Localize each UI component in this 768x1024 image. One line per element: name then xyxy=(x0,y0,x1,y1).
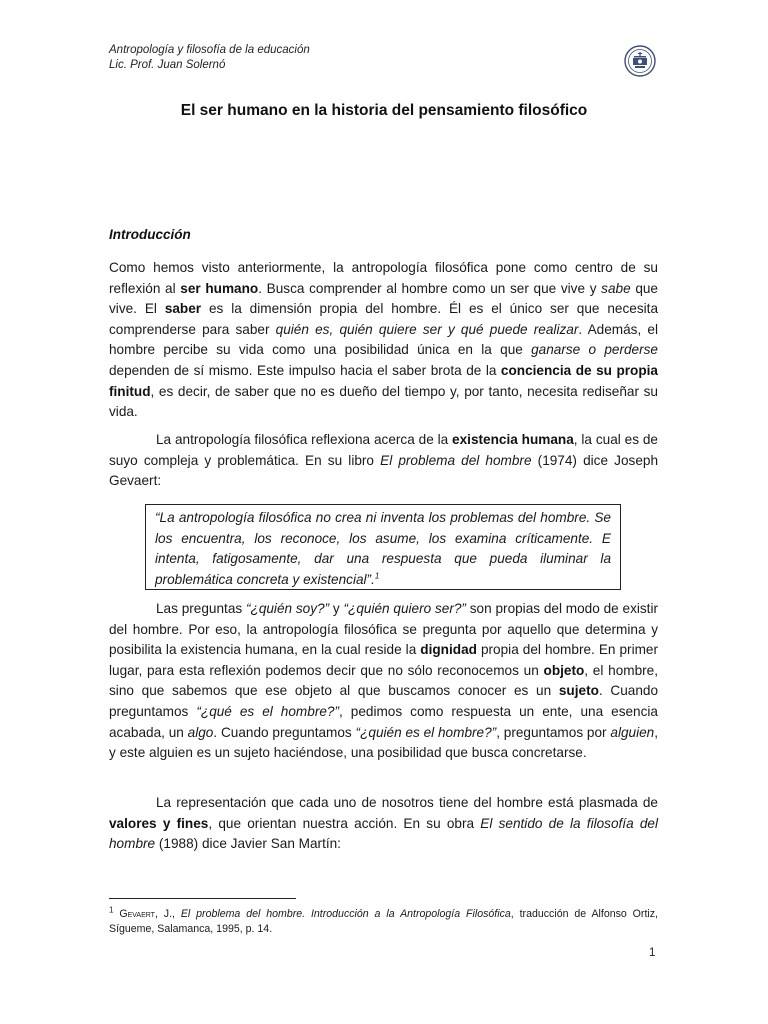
italic-term: alguien xyxy=(610,724,655,740)
text-run: La antropología filosófica reflexiona acerca de la xyxy=(156,432,453,447)
text-run: , el hombre, sino que sabemos que ese objeto al que buscamos conocer es un xyxy=(109,662,658,699)
italic-term: algo xyxy=(187,724,214,740)
bold-term: objeto xyxy=(543,662,585,678)
page-number: 1 xyxy=(649,947,656,959)
running-header xyxy=(109,43,310,73)
italic-term: ganarse o perderse xyxy=(531,342,658,358)
italic-term: “¿quién soy?” xyxy=(245,601,330,616)
text-run: , que orientan nuestra acción. En su obra xyxy=(208,815,481,831)
bold-term: existencia humana xyxy=(452,432,574,447)
document-title: El ser humano en la historia del pensamiento filosófico xyxy=(180,102,588,119)
text-run: Como hemos visto anteriormente, la antropología filosófica pone como centro de su reflexión al xyxy=(109,260,658,296)
text-run: (1974) dice Joseph Gevaert: xyxy=(109,452,658,489)
italic-term: sabe xyxy=(601,280,631,296)
text-run: , es decir, de saber que no es dueño del tiempo y, por tanto, necesita rediseñar su vida. xyxy=(109,383,658,420)
paragraph-introduction xyxy=(109,258,658,423)
text-run: . Cuando preguntamos xyxy=(213,724,356,740)
text-run: , la cual es de suyo compleja y problemática. En su libro xyxy=(109,432,658,468)
bold-term: valores y fines xyxy=(109,815,209,831)
quote-text xyxy=(155,508,611,590)
footnote-reference[interactable]: 1 xyxy=(374,570,380,580)
text-run: y xyxy=(329,601,344,616)
text-run: es la dimensión propia del hombre. Él es el único ser que necesita comprenderse para saber xyxy=(109,301,658,337)
header-course-title: Antropología y filosofía de la educación xyxy=(109,44,310,56)
footnote-divider xyxy=(109,898,296,899)
text-run: , traducción de Alfonso Ortiz, Sígueme, Salamanca, 1995, p. 14. xyxy=(109,908,658,935)
text-run: La representación que cada uno de nosotros tiene del hombre está plasmada de xyxy=(156,795,658,810)
bold-term: conciencia de su propia finitud xyxy=(109,362,658,399)
italic-term: “¿quién quiero ser?” xyxy=(343,601,466,616)
header-author: Lic. Prof. Juan Solernó xyxy=(109,59,226,71)
text-run: . Busca comprender al hombre como un ser que vive y xyxy=(258,280,602,296)
italic-term: “¿quién es el hombre?” xyxy=(355,724,497,740)
section-heading: Introducción xyxy=(109,227,191,242)
bold-term: saber xyxy=(164,301,202,317)
text-run: propia del hombre. En primer lugar, para esta reflexión podemos decir que no sólo reconocemos un xyxy=(109,642,659,678)
institution-seal-icon xyxy=(624,45,656,77)
paragraph-representacion xyxy=(109,793,658,855)
italic-term: “¿qué es el hombre?” xyxy=(196,703,339,719)
text-run: , y este alguien es un sujeto haciéndose, una posibilidad que busca concretarse. xyxy=(109,724,659,761)
footnote-mark: 1 xyxy=(109,905,114,915)
bold-term: dignidad xyxy=(420,642,477,658)
text-run: que vive. El xyxy=(109,280,658,317)
paragraph-preguntas xyxy=(109,599,658,764)
text-run: . Cuando preguntamos xyxy=(109,683,659,719)
footnote-work-title: El problema del hombre. Introducción a la Antropología Filosófica xyxy=(180,908,511,920)
text-run: . Además, el hombre percibe su vida como una posibilidad única en la que xyxy=(109,321,658,358)
text-run: , pedimos como respuesta un ente, una esencia acabada, un xyxy=(109,703,658,740)
bold-term: ser humano xyxy=(180,280,259,296)
quote-body: “La antropología filosófica no crea ni inventa los problemas del hombre. Se los encuentra, los reconoce, los asume, los examina críticamente. E intenta, fatigosamente, dar una respuesta que pueda iluminar la problemática concreta y existencial”. xyxy=(155,510,611,587)
block-quote xyxy=(145,504,621,590)
footnote-author: Gevaert, J. xyxy=(119,908,173,920)
text-run: son propias del modo de existir del hombre. Por eso, la antropología filosófica se pregunta por aquello que determina y posibilita la existencia humana, en la cual reside la xyxy=(109,601,659,658)
book-title: El sentido de la filosofía del hombre xyxy=(109,815,659,852)
paragraph-existencia xyxy=(109,430,658,492)
text-run: Las preguntas xyxy=(156,601,246,616)
footnote xyxy=(109,907,658,937)
bold-term: sujeto xyxy=(558,683,599,699)
text-run: dependen de sí mismo. Este impulso hacia el saber brota de la xyxy=(109,362,501,378)
book-title: El problema del hombre xyxy=(380,452,532,468)
italic-term: quién es, quién quiere ser y qué puede realizar xyxy=(275,321,579,337)
text-run: , xyxy=(172,908,181,920)
text-run: (1988) dice Javier San Martín: xyxy=(155,836,341,852)
text-run: , preguntamos por xyxy=(496,724,611,740)
